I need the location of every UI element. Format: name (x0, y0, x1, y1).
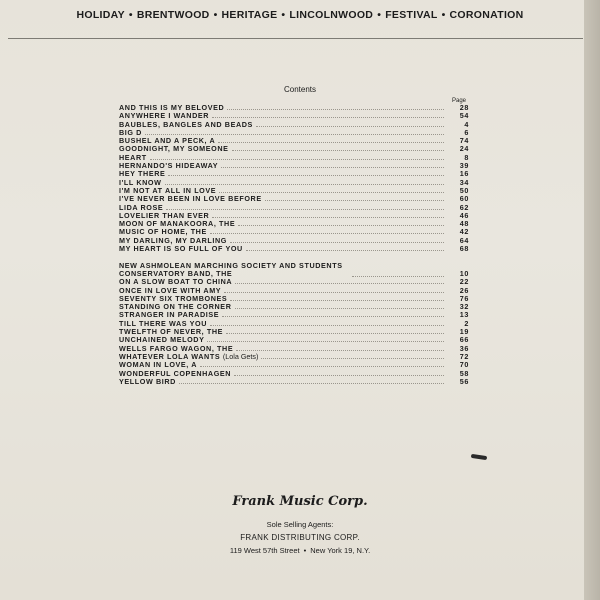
dot-leader (150, 154, 444, 160)
dot-leader (232, 145, 444, 151)
publisher-name: Frank Music Corp. (232, 494, 368, 509)
song-title-text: WHATEVER LOLA WANTS (119, 351, 221, 361)
dot-leader (168, 170, 444, 176)
series-header (40, 9, 560, 21)
contents-entry (119, 170, 469, 178)
dot-leader (227, 104, 444, 110)
contents-entry (119, 121, 469, 129)
dot-leader (207, 336, 444, 342)
song-title-text: ONCE IN LOVE WITH AMY (119, 285, 222, 295)
song-title-suffix: (Lola Gets) (222, 351, 259, 361)
dot-leader (218, 137, 444, 143)
dot-leader (221, 162, 444, 168)
page-number: 8 (464, 152, 469, 162)
page-number: 72 (459, 351, 469, 361)
dot-leader (219, 187, 444, 193)
page-number: 32 (459, 302, 469, 312)
ink-mark (471, 454, 487, 460)
page-number: 76 (459, 293, 469, 303)
song-title-text: SEVENTY SIX TROMBONES (119, 293, 228, 303)
page-number: 56 (459, 376, 469, 386)
page-number: 26 (459, 285, 469, 295)
page-number: 22 (459, 277, 469, 287)
dot-leader (179, 378, 444, 384)
song-title-text: MY DARLING, MY DARLING (119, 235, 227, 245)
song-title (119, 378, 176, 386)
header-divider (8, 38, 583, 39)
address-city: New York 19, N.Y. (310, 546, 371, 555)
page-number: 70 (459, 360, 469, 370)
dot-leader (166, 204, 444, 210)
song-title-text: WOMAN IN LOVE, A (119, 360, 198, 370)
page-edge-shadow (584, 0, 600, 600)
song-title (119, 245, 243, 253)
agents-address (0, 546, 600, 555)
song-title-text: YELLOW BIRD (119, 376, 176, 386)
dot-leader (230, 295, 444, 301)
page-number: 74 (459, 136, 469, 146)
song-title-text: HEY THERE (119, 169, 166, 179)
contents-title: Contents (283, 85, 317, 94)
song-title-text: I'LL KNOW (119, 177, 162, 187)
page-number: 50 (459, 185, 469, 195)
page-number: 48 (459, 219, 469, 229)
song-title-text: MOON OF MANAKOORA, THE (119, 219, 236, 229)
series-name: CORONATION (449, 9, 524, 21)
dot-leader (200, 361, 444, 367)
song-title-text: GOODNIGHT, MY SOMEONE (119, 144, 229, 154)
agents-name: FRANK DISTRIBUTING CORP. (240, 533, 360, 542)
address-separator: • (303, 546, 307, 555)
song-title-text: TILL THERE WAS YOU (119, 318, 208, 328)
page-number: 64 (459, 235, 469, 245)
dot-leader (224, 287, 444, 293)
address-street: 119 West 57th Street (229, 546, 300, 555)
contents-entry (119, 378, 469, 386)
contents-entry (119, 145, 469, 153)
song-title-text: WELLS FARGO WAGON, THE (119, 343, 234, 353)
song-title-text: STRANGER IN PARADISE (119, 310, 220, 320)
song-title-text: WONDERFUL COPENHAGEN (119, 368, 232, 378)
dot-leader (235, 278, 444, 284)
series-name: LINCOLNWOOD (289, 9, 374, 21)
series-separator: • (213, 9, 218, 21)
dot-leader (265, 195, 444, 201)
dot-leader (256, 121, 444, 127)
page-number: 39 (459, 161, 469, 171)
song-title-text: NEW ASHMOLEAN MARCHING SOCIETY AND STUDENTS CONSERVATORY BAND, THE (119, 260, 343, 278)
dot-leader (352, 271, 444, 277)
song-title-text: BAUBLES, BANGLES AND BEADS (119, 119, 253, 129)
series-name: HERITAGE (221, 9, 278, 21)
page-number: 58 (459, 368, 469, 378)
dot-leader (212, 212, 444, 218)
song-title-text: I'VE NEVER BEEN IN LOVE BEFORE (119, 194, 262, 204)
song-title-text: MUSIC OF HOME, THE (119, 227, 207, 237)
page-number: 28 (459, 103, 469, 112)
page-number: 68 (459, 244, 469, 254)
song-title-text: TWELFTH OF NEVER, THE (119, 327, 224, 337)
page-number: 10 (459, 268, 469, 278)
series-name: HOLIDAY (76, 9, 125, 21)
dot-leader (222, 311, 444, 317)
dot-leader (261, 353, 444, 359)
dot-leader (235, 303, 445, 309)
dot-leader (210, 228, 444, 234)
song-title-text: STANDING ON THE CORNER (119, 302, 232, 312)
song-title-text: HEART (119, 152, 147, 162)
dot-leader (226, 328, 444, 334)
song-title-text: AND THIS IS MY BELOVED (119, 103, 225, 112)
song-title-text: ANYWHERE I WANDER (119, 111, 210, 121)
agents-label: Sole Selling Agents: (266, 520, 334, 529)
page-number: 42 (459, 227, 469, 237)
song-title-text: LIDA ROSE (119, 202, 164, 212)
page-number: 46 (459, 210, 469, 220)
page-number: 19 (459, 327, 469, 337)
page-number: 16 (459, 169, 469, 179)
dot-leader (246, 245, 444, 251)
series-separator: • (377, 9, 382, 21)
page-number: 4 (464, 119, 469, 129)
dot-leader (210, 320, 444, 326)
song-title-text: I'M NOT AT ALL IN LOVE (119, 185, 217, 195)
dot-leader (236, 345, 444, 351)
series-name: BRENTWOOD (136, 9, 210, 21)
song-title-text: ON A SLOW BOAT TO CHINA (119, 277, 233, 287)
dot-leader (145, 129, 444, 135)
series-separator: • (128, 9, 133, 21)
dot-leader (212, 112, 444, 118)
song-title (119, 262, 349, 279)
page-number: 34 (459, 177, 469, 187)
dot-leader (238, 220, 444, 226)
page-number: 2 (464, 318, 469, 328)
contents-entry (119, 195, 469, 203)
dot-leader (234, 370, 444, 376)
page-number: 13 (459, 310, 469, 320)
page-column-heading: Page (451, 98, 466, 104)
page-number: 54 (459, 111, 469, 121)
dot-leader (230, 237, 444, 243)
song-title-text: BIG D (119, 127, 142, 137)
contents-entry (119, 245, 469, 253)
series-separator: • (281, 9, 286, 21)
contents-list (119, 104, 469, 386)
contents-entry (119, 162, 469, 170)
page-number: 6 (464, 127, 469, 137)
page-number: 36 (459, 343, 469, 353)
page-number: 60 (459, 194, 469, 204)
series-name: FESTIVAL (385, 9, 438, 21)
page-number: 66 (459, 335, 469, 345)
series-separator: • (441, 9, 446, 21)
contents-entry (119, 253, 469, 278)
song-title-text: UNCHAINED MELODY (119, 335, 205, 345)
song-title-text: LOVELIER THAN EVER (119, 210, 210, 220)
page-number: 24 (459, 144, 469, 154)
dot-leader (165, 179, 444, 185)
song-title-text: BUSHEL AND A PECK, A (119, 136, 216, 146)
page-number: 62 (459, 202, 469, 212)
song-title-text: HERNANDO'S HIDEAWAY (119, 161, 219, 171)
song-title-text: MY HEART IS SO FULL OF YOU (119, 244, 243, 254)
